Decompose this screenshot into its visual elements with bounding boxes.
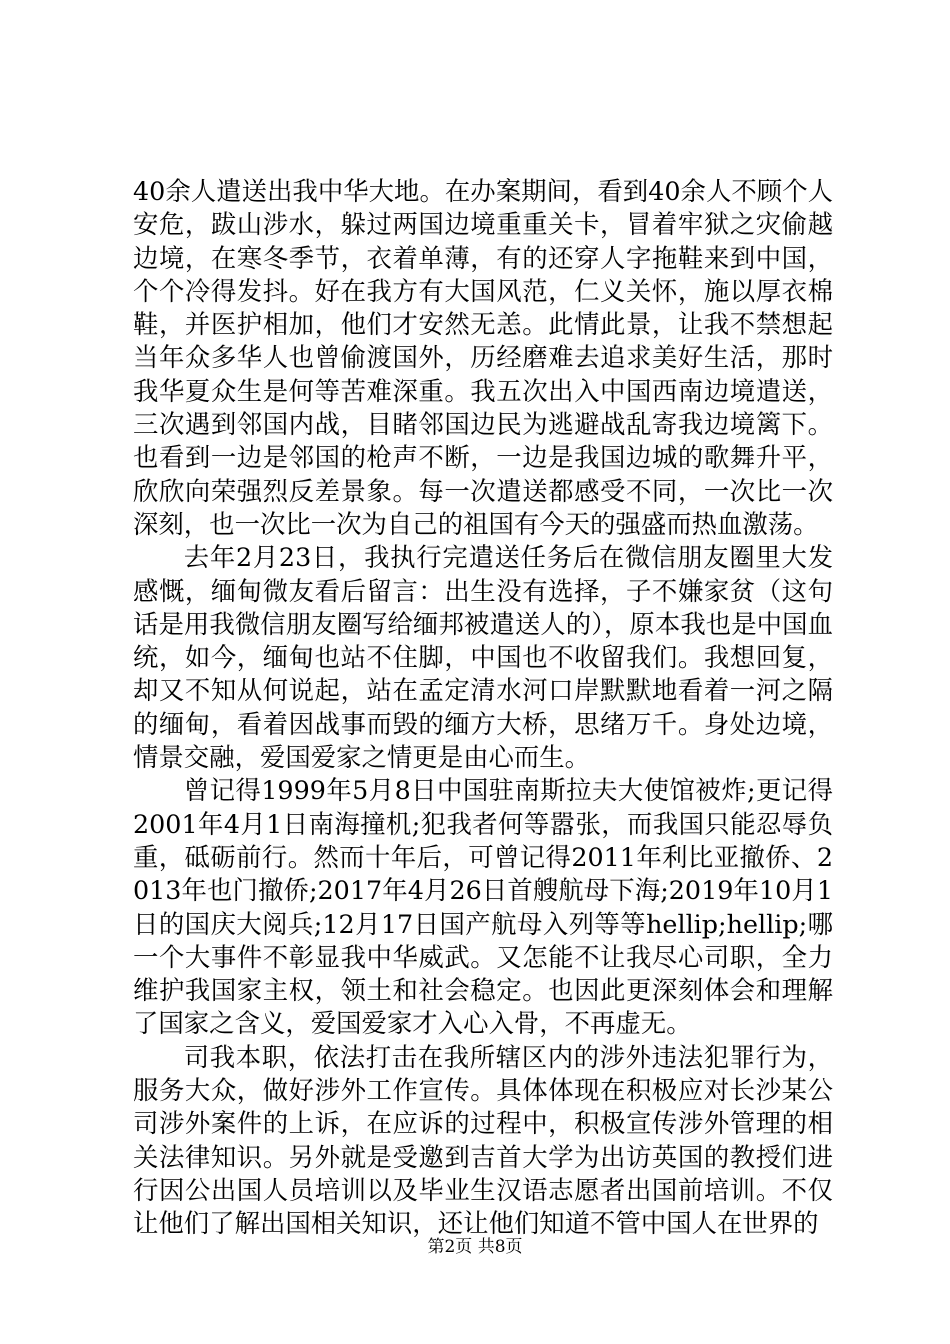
paragraph-2: 去年2月23日，我执行完遣送任务后在微信朋友圈里大发感慨，缅甸微友看后留言：出生没有选择，子不嫌家贫（这句话是用我微信朋友圈写给缅邦被遣送人的），原本我也是中国血统，如今，缅甸也站不住脚，中国也不收留我们。我想回复，却又不知从何说起，站在孟定清水河口岸默默地看着一河之隔的缅甸，看着因战事而毁的缅方大桥，思绪万千。身处边境，情景交融，爱国爱家之情更是由心而生。 [133, 542, 833, 773]
paragraph-1: 40余人遣送出我中华大地。在办案期间，看到40余人不顾个人安危，跋山涉水，躲过两国边境重重关卡，冒着牢狱之灾偷越边境，在寒冬季节，衣着单薄，有的还穿人字拖鞋来到中国，个个冷得发抖。好在我方有大国风范，仁义关怀，施以厚衣棉鞋，并医护相加，他们才安然无恙。此情此景，让我不禁想起当年众多华人也曾偷渡国外，历经磨难去追求美好生活，那时我华夏众生是何等苦难深重。我五次出入中国西南边境遣送，三次遇到邻国内战，目睹邻国边民为逃避战乱寄我边境篱下。也看到一边是邻国的枪声不断，一边是我国边城的歌舞升平，欣欣向荣强烈反差景象。每一次遣送都感受不同，一次比一次深刻，也一次比一次为自己的祖国有今天的强盛而热血激荡。 [133, 176, 833, 539]
paragraph-3: 曾记得1999年5月8日中国驻南斯拉夫大使馆被炸;更记得2001年4月1日南海撞机;犯我者何等嚣张，而我国只能忍辱负重，砥砺前行。然而十年后，可曾记得2011年利比亚撤侨、2013年也门撤侨;2017年4月26日首艘航母下海;2019年10月1日的国庆大阅兵;12月17日国产航母入列等等hellip;hellip;哪一个大事件不彰显我中华威武。又怎能不让我尽心司职，全力维护我国家主权，领土和社会稳定。也因此更深刻体会和理解了国家之含义，爱国爱家才入心入骨，不再虚无。 [133, 775, 833, 1039]
page-number-footer: 第2页 共8页 [427, 1237, 523, 1257]
document-body [133, 175, 833, 1241]
paragraph-4: 司我本职，依法打击在我所辖区内的涉外违法犯罪行为，服务大众，做好涉外工作宣传。具体体现在积极应对长沙某公司涉外案件的上诉，在应诉的过程中，积极宣传涉外管理的相关法律知识。另外就是受邀到吉首大学为出访英国的教授们进行因公出国人员培训以及毕业生汉语志愿者出国前培训。不仅让他们了解出国相关知识，还让他们知道不管中国人在世界的 [133, 1041, 833, 1239]
